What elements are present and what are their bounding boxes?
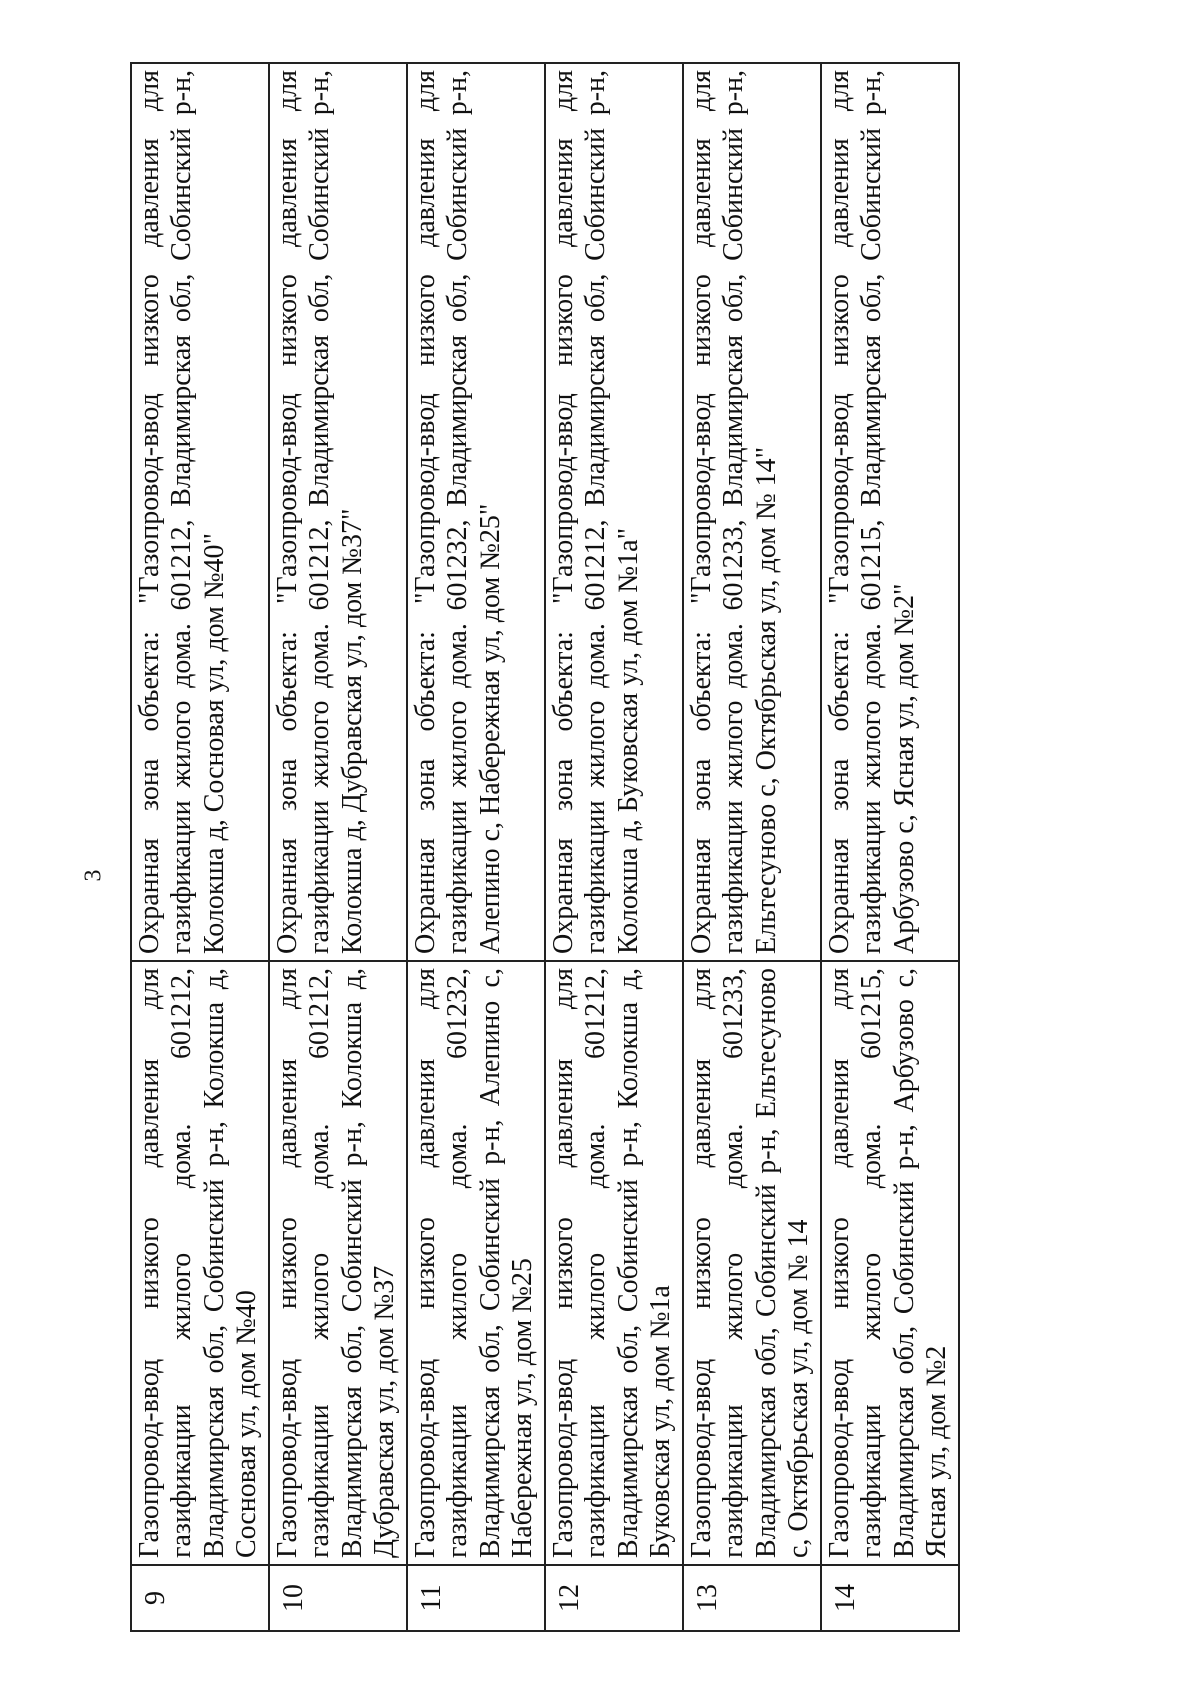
table-row <box>407 63 545 1631</box>
object-description: Газопровод-ввод низкого давления для газификации жилого дома. 601233, Владимирская обл, Собинский р-н, Ельтесуново с, Октябрьская ул, дом № 14 <box>683 961 821 1565</box>
protection-zone-description: Охранная зона объекта: "Газопровод-ввод низкого давления для газификации жилого дома. 601215, Владимирская обл, Собинский р-н, Арбузово с, Ясная ул, дом №2" <box>821 63 959 961</box>
table-row <box>131 63 269 1631</box>
object-description: Газопровод-ввод низкого давления для газификации жилого дома. 601212, Владимирская обл, Собинский р-н, Колокша д, Дубравская ул, дом №37 <box>269 961 407 1565</box>
object-description: Газопровод-ввод низкого давления для газификации жилого дома. 601232, Владимирская обл, Собинский р-н, Алепино с, Набережная ул, дом №25 <box>407 961 545 1565</box>
table-row <box>821 63 959 1631</box>
row-number: 12 <box>545 1565 683 1631</box>
protection-zone-description: Охранная зона объекта: "Газопровод-ввод низкого давления для газификации жилого дома. 601233, Владимирская обл, Собинский р-н, Ельтесуново с, Октябрьская ул, дом № 14" <box>683 63 821 961</box>
table-row <box>545 63 683 1631</box>
table-row <box>683 63 821 1631</box>
protection-zone-description: Охранная зона объекта: "Газопровод-ввод низкого давления для газификации жилого дома. 601212, Владимирская обл, Собинский р-н, Колокша д, Сосновая ул, дом №40" <box>131 63 269 961</box>
object-description: Газопровод-ввод низкого давления для газификации жилого дома. 601212, Владимирская обл, Собинский р-н, Колокша д, Буковская ул, дом №1а <box>545 961 683 1565</box>
object-description: Газопровод-ввод низкого давления для газификации жилого дома. 601212, Владимирская обл, Собинский р-н, Колокша д, Сосновая ул, дом №40 <box>131 961 269 1565</box>
row-number: 9 <box>131 1565 269 1631</box>
page-number: 3 <box>80 869 107 882</box>
table-row <box>269 63 407 1631</box>
objects-table <box>130 62 960 1632</box>
protection-zone-description: Охранная зона объекта: "Газопровод-ввод низкого давления для газификации жилого дома. 601212, Владимирская обл, Собинский р-н, Колокша д, Буковская ул, дом №1а" <box>545 63 683 961</box>
row-number: 11 <box>407 1565 545 1631</box>
protection-zone-description: Охранная зона объекта: "Газопровод-ввод низкого давления для газификации жилого дома. 601232, Владимирская обл, Собинский р-н, Алепино с, Набережная ул, дом №25" <box>407 63 545 961</box>
protection-zone-description: Охранная зона объекта: "Газопровод-ввод низкого давления для газификации жилого дома. 601212, Владимирская обл, Собинский р-н, Колокша д, Дубравская ул, дом №37" <box>269 63 407 961</box>
row-number: 10 <box>269 1565 407 1631</box>
objects-table-container <box>130 62 960 1632</box>
object-description: Газопровод-ввод низкого давления для газификации жилого дома. 601215, Владимирская обл, Собинский р-н, Арбузово с, Ясная ул, дом №2 <box>821 961 959 1565</box>
row-number: 14 <box>821 1565 959 1631</box>
row-number: 13 <box>683 1565 821 1631</box>
